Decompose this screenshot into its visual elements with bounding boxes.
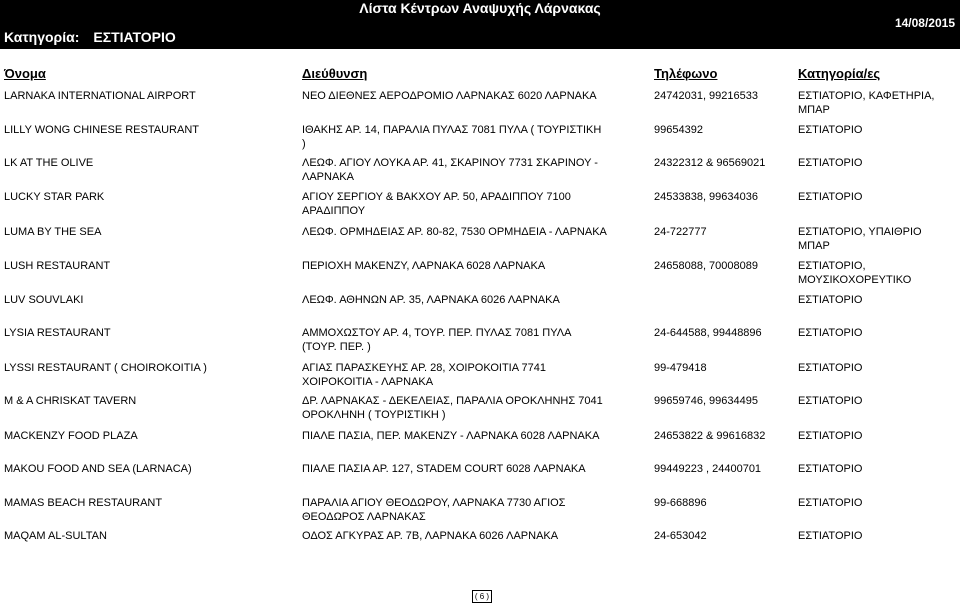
row-name: MAKOU FOOD AND SEA (LARNACA) bbox=[4, 463, 192, 475]
row-name: LARNAKA INTERNATIONAL AIRPORT bbox=[4, 90, 196, 102]
row-address: ΛΕΩΦ. ΑΘΗΝΩΝ ΑΡ. 35, ΛΑΡΝΑΚΑ 6026 ΛΑΡΝΑΚΑ bbox=[302, 294, 560, 306]
row-category: ΕΣΤΙΑΤΟΡΙΟ bbox=[798, 530, 863, 542]
column-header-name: Όνομα bbox=[4, 66, 46, 81]
row-address: ΟΡΟΚΛΗΝΗ ( ΤΟΥΡΙΣΤΙΚΗ ) bbox=[302, 409, 446, 421]
row-phone: 24322312 & 96569021 bbox=[654, 157, 766, 169]
document-date: 14/08/2015 bbox=[894, 16, 955, 30]
row-phone: 99659746, 99634495 bbox=[654, 395, 758, 407]
page-number: ( 6 ) bbox=[472, 590, 492, 603]
row-address: ΛΑΡΝΑΚΑ bbox=[302, 171, 354, 183]
row-phone: 99449223 , 24400701 bbox=[654, 463, 762, 475]
column-header-category: Κατηγορία/ες bbox=[798, 66, 881, 81]
category-label: Κατηγορία: bbox=[4, 29, 80, 45]
row-phone: 99-479418 bbox=[654, 362, 707, 374]
row-category: ΕΣΤΙΑΤΟΡΙΟ bbox=[798, 395, 863, 407]
row-phone: 99-668896 bbox=[654, 497, 707, 509]
row-address: ΛΕΩΦ. ΟΡΜΗΔΕΙΑΣ ΑΡ. 80-82, 7530 ΟΡΜΗΔΕΙΑ - ΛΑΡΝΑΚΑ bbox=[302, 226, 607, 238]
row-address: ΠΙΑΛΕ ΠΑΣΙΑ, ΠΕΡ. ΜΑΚΕΝΖΥ - ΛΑΡΝΑΚΑ 6028 ΛΑΡΝΑΚΑ bbox=[302, 430, 600, 442]
row-category: ΜΟΥΣΙΚΟΧΟΡΕΥΤΙΚΟ bbox=[798, 274, 912, 286]
document-title: Λίστα Κέντρων Αναψυχής Λάρνακας bbox=[359, 0, 601, 16]
row-address: ΠΑΡΑΛΙΑ ΑΓΙΟΥ ΘΕΟΔΩΡΟΥ, ΛΑΡΝΑΚΑ 7730 ΑΓΙΟΣ bbox=[302, 497, 566, 509]
row-address: ΛΕΩΦ. ΑΓΙΟΥ ΛΟΥΚΑ ΑΡ. 41, ΣΚΑΡΙΝΟΥ 7731 ΣΚΑΡΙΝΟΥ - bbox=[302, 157, 598, 169]
row-category: ΕΣΤΙΑΤΟΡΙΟ, bbox=[798, 260, 866, 272]
row-address: ΑΓΙΑΣ ΠΑΡΑΣΚΕΥΗΣ ΑΡ. 28, ΧΟΙΡΟΚΟΙΤΙΑ 7741 bbox=[302, 362, 546, 374]
row-category: ΕΣΤΙΑΤΟΡΙΟ bbox=[798, 430, 863, 442]
row-name: MAMAS BEACH RESTAURANT bbox=[4, 497, 163, 509]
row-phone: 24-644588, 99448896 bbox=[654, 327, 762, 339]
row-phone: 24742031, 99216533 bbox=[654, 90, 758, 102]
row-address: ΑΓΙΟΥ ΣΕΡΓΙΟΥ & ΒΑΚΧΟΥ ΑΡ. 50, ΑΡΑΔΙΠΠΟΥ 7100 bbox=[302, 191, 571, 203]
row-category: ΕΣΤΙΑΤΟΡΙΟ bbox=[798, 327, 863, 339]
row-address: ) bbox=[302, 138, 306, 150]
row-address: ΝΕΟ ΔΙΕΘΝΕΣ ΑΕΡΟΔΡΟΜΙΟ ΛΑΡΝΑΚΑΣ 6020 ΛΑΡΝΑΚΑ bbox=[302, 90, 597, 102]
row-name: LUSH RESTAURANT bbox=[4, 260, 111, 272]
row-category: ΕΣΤΙΑΤΟΡΙΟ bbox=[798, 157, 863, 169]
row-address: ΘΕΟΔΩΡΟΣ ΛΑΡΝΑΚΑΣ bbox=[302, 511, 426, 523]
row-phone: 24533838, 99634036 bbox=[654, 191, 758, 203]
row-phone: 24-722777 bbox=[654, 226, 707, 238]
row-name: LYSSI RESTAURANT ( CHOIROKOITIA ) bbox=[4, 362, 207, 374]
row-address: ΑΡΑΔΙΠΠΟΥ bbox=[302, 205, 366, 217]
row-name: LUMA BY THE SEA bbox=[4, 226, 102, 238]
row-address: (ΤΟΥΡ. ΠΕΡ. ) bbox=[302, 341, 371, 353]
row-category: ΜΠΑΡ bbox=[798, 240, 830, 252]
document-header bbox=[0, 0, 960, 49]
row-name: MACKENZY FOOD PLAZA bbox=[4, 430, 138, 442]
row-address: ΑΜΜΟΧΩΣΤΟΥ ΑΡ. 4, ΤΟΥΡ. ΠΕΡ. ΠΥΛΑΣ 7081 ΠΥΛΑ bbox=[302, 327, 572, 339]
row-phone: 24653822 & 99616832 bbox=[654, 430, 766, 442]
row-phone: 99654392 bbox=[654, 124, 703, 136]
row-category: ΕΣΤΙΑΤΟΡΙΟ, ΚΑΦΕΤΗΡΙΑ, bbox=[798, 90, 935, 102]
category-value: ΕΣΤΙΑΤΟΡΙΟ bbox=[93, 29, 176, 45]
row-phone: 24-653042 bbox=[654, 530, 707, 542]
row-name: LUV SOUVLAKI bbox=[4, 294, 84, 306]
row-address: ΧΟΙΡΟΚΟΙΤΙΑ - ΛΑΡΝΑΚΑ bbox=[302, 376, 434, 388]
column-header-address: Διεύθυνση bbox=[302, 66, 368, 81]
row-category: ΕΣΤΙΑΤΟΡΙΟ bbox=[798, 497, 863, 509]
row-phone: 24658088, 70008089 bbox=[654, 260, 758, 272]
row-category: ΕΣΤΙΑΤΟΡΙΟ bbox=[798, 191, 863, 203]
row-address: ΠΕΡΙΟΧΗ ΜΑΚΕΝΖΥ, ΛΑΡΝΑΚΑ 6028 ΛΑΡΝΑΚΑ bbox=[302, 260, 546, 272]
row-address: ΙΘΑΚΗΣ ΑΡ. 14, ΠΑΡΑΛΙΑ ΠΥΛΑΣ 7081 ΠΥΛΑ ( ΤΟΥΡΙΣΤΙΚΗ bbox=[302, 124, 602, 136]
row-category: ΕΣΤΙΑΤΟΡΙΟ bbox=[798, 362, 863, 374]
row-category: ΕΣΤΙΑΤΟΡΙΟ bbox=[798, 463, 863, 475]
row-category: ΕΣΤΙΑΤΟΡΙΟ bbox=[798, 294, 863, 306]
column-header-phone: Τηλέφωνο bbox=[654, 66, 718, 81]
row-name: M & A CHRISKAT TAVERN bbox=[4, 395, 137, 407]
category-filter bbox=[4, 29, 176, 45]
row-address: ΔΡ. ΛΑΡΝΑΚΑΣ - ΔΕΚΕΛΕΙΑΣ, ΠΑΡΑΛΙΑ ΟΡΟΚΛΗΝΗΣ 7041 bbox=[302, 395, 603, 407]
row-address: ΠΙΑΛΕ ΠΑΣΙΑ ΑΡ. 127, STADEM COURT 6028 ΛΑΡΝΑΚΑ bbox=[302, 463, 586, 475]
row-name: LUCKY STAR PARK bbox=[4, 191, 105, 203]
row-name: MAQAM AL-SULTAN bbox=[4, 530, 107, 542]
row-address: ΟΔΟΣ ΑΓΚΥΡΑΣ ΑΡ. 7Β, ΛΑΡΝΑΚΑ 6026 ΛΑΡΝΑΚΑ bbox=[302, 530, 559, 542]
row-name: LYSIA RESTAURANT bbox=[4, 327, 111, 339]
row-category: ΕΣΤΙΑΤΟΡΙΟ bbox=[798, 124, 863, 136]
row-category: ΜΠΑΡ bbox=[798, 104, 830, 116]
row-name: LILLY WONG CHINESE RESTAURANT bbox=[4, 124, 199, 136]
row-category: ΕΣΤΙΑΤΟΡΙΟ, ΥΠΑΙΘΡΙΟ bbox=[798, 226, 922, 238]
row-name: LK AT THE OLIVE bbox=[4, 157, 94, 169]
